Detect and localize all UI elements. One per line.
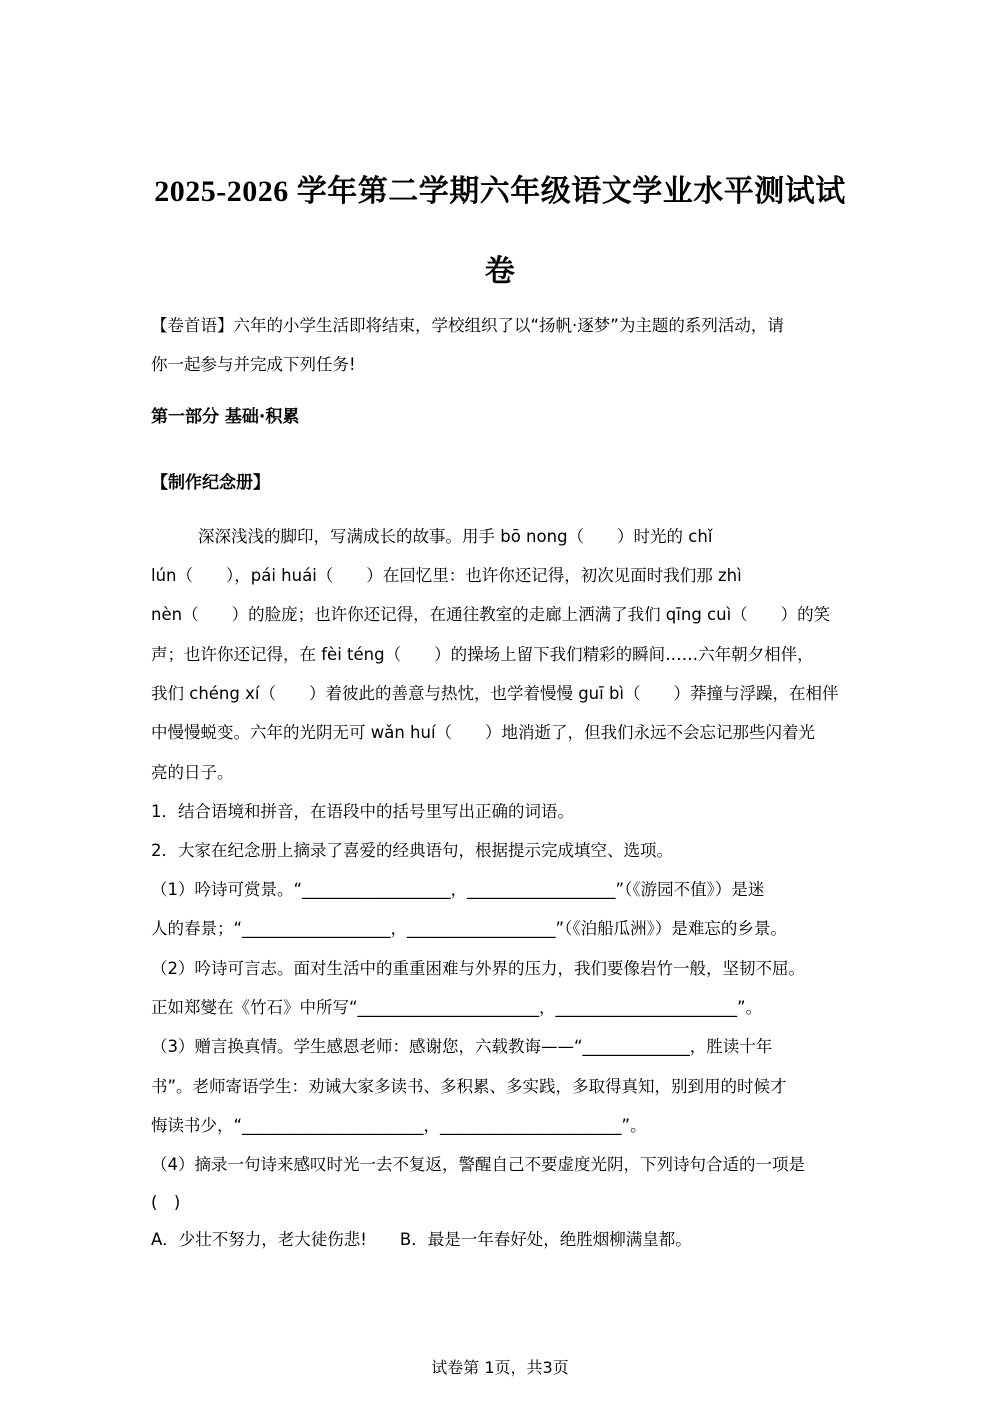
- question-2-2-line-2: 正如郑燮在《竹石》中所写“______________________，______________________”。: [151, 998, 763, 1017]
- passage-line: nèn（ ）的脸庞；也许你还记得，在通往教室的走廊上洒满了我们 qīng cuì（ ）的笑: [151, 605, 831, 624]
- passage-line: 亮的日子。: [151, 763, 234, 782]
- page-footer: 试卷第 1页，共3页: [431, 1358, 569, 1377]
- preface-line-1: 【卷首语】六年的小学生活即将结束，学校组织了以“扬帆·逐梦”为主题的系列活动，请: [151, 316, 784, 335]
- passage-line: 我们 chéng xí（ ）着彼此的善意与热忱，也学着慢慢 guī bì（ ）莽撞与浮躁，在相伴: [151, 684, 839, 703]
- question-2-3-line-2: 书”。老师寄语学生：劝诫大家多读书、多积累、多实践，多取得真知，别到用的时候才: [151, 1077, 787, 1096]
- passage-line: 声；也许你还记得，在 fèi téng（ ）的操场上留下我们精彩的瞬间……六年朝夕相伴，: [151, 645, 814, 664]
- question-2-1-line-2: 人的春景；“__________________，__________________”（《泊船瓜洲》）是难忘的乡景。: [151, 919, 787, 938]
- exam-title-line-1: 2025-2026 学年第二学期六年级语文学业水平测试试: [154, 175, 846, 208]
- passage-line: lún（ ），pái huái（ ）在回忆里：也许你还记得，初次见面时我们那 zhì: [151, 566, 742, 585]
- exam-title-line-2: 卷: [484, 255, 516, 288]
- question-2-2-line-1: （2）吟诗可言志。面对生活中的重重困难与外界的压力，我们要像岩竹一般，坚韧不屈。: [151, 959, 805, 978]
- question-2-4-options: A．少壮不努力，老大徒伤悲! B．最是一年春好处，绝胜烟柳满皇都。: [151, 1230, 692, 1249]
- passage-line: 深深浅浅的脚印，写满成长的故事。用手 bō nong（ ）时光的 chǐ: [198, 527, 713, 546]
- question-2-1-line-1: （1）吟诗可赏景。“__________________，__________________”（《游园不值》）是迷: [151, 880, 765, 899]
- question-2-3-line-3: 悔读书少，“______________________，______________________”。: [151, 1116, 647, 1135]
- section-heading-task: 【制作纪念册】: [151, 473, 270, 493]
- section-heading-part1: 第一部分 基础·积累: [151, 407, 300, 427]
- preface-line-2: 你一起参与并完成下列任务!: [151, 355, 356, 374]
- passage-line: 中慢慢蜕变。六年的光阴无可 wǎn huí（ ）地消逝了，但我们永远不会忘记那些闪着光: [151, 723, 816, 742]
- question-1: 1．结合语境和拼音，在语段中的括号里写出正确的词语。: [151, 802, 574, 821]
- question-2-4-line-1: （4）摘录一句诗来感叹时光一去不复返，警醒自己不要虚度光阴，下列诗句合适的一项是: [151, 1155, 805, 1174]
- question-2-3-line-1: （3）赠言换真情。学生感恩老师：感谢您，六载教诲——“_____________，胜读十年: [151, 1037, 773, 1056]
- question-2: 2．大家在纪念册上摘录了喜爱的经典语句，根据提示完成填空、选项。: [151, 841, 673, 860]
- question-2-4-line-2: ( ): [151, 1193, 181, 1212]
